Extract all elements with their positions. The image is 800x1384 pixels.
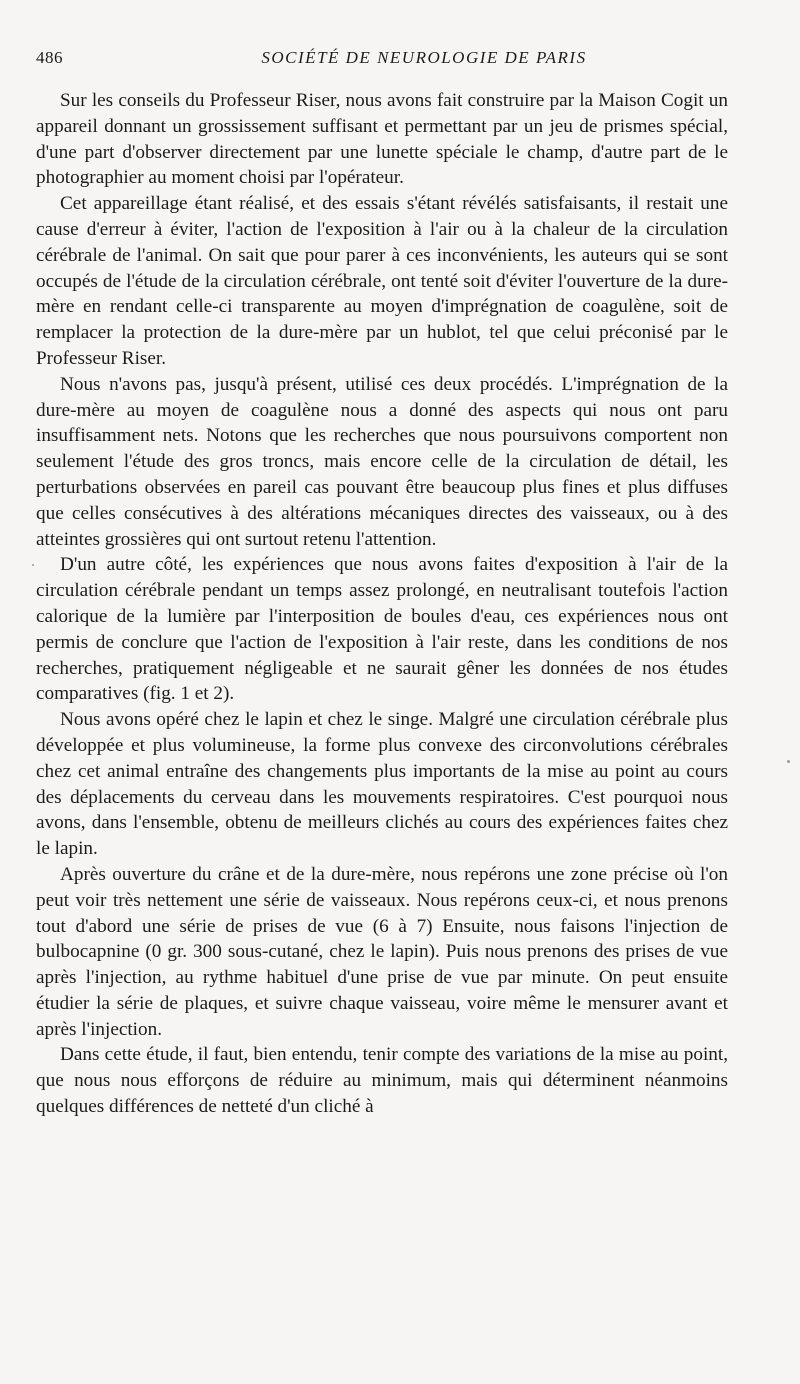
- paragraph-2: Cet appareillage étant réalisé, et des essais s'étant révélés satisfaisants, il restait une cause d'erreur à éviter, l'action de l'exposition à l'air ou à la chaleur de la circulation cérébrale de l'animal. On sait que pour parer à ces inconvénients, les auteurs qui se sont occupés de l'étude de la circulation cérébrale, ont tenté soit d'éviter l'ouverture de la dure-mère en rendant celle-ci transparente au moyen d'imprégnation de coagulène, soit de remplacer la protection de la dure-mère par un hublot, tel que celui préconisé par le Professeur Riser.: [36, 193, 728, 369]
- journal-title: SOCIÉTÉ DE NEUROLOGIE DE PARIS: [261, 48, 587, 67]
- print-speck: [32, 564, 34, 566]
- running-head: [36, 48, 764, 72]
- paragraph-5: Nous avons opéré chez le lapin et chez le singe. Malgré une circulation cérébrale plus développée et plus volumineuse, la forme plus convexe des circonvolutions cérébrales chez cet animal entraîne des changements plus importants de la mise au point au cours des déplacements du cerveau dans les mouvements respiratoires. C'est pourquoi nous avons, dans l'ensemble, obtenu de meilleurs clichés au cours des expériences faites chez le lapin.: [36, 709, 728, 860]
- page-number: 486: [36, 48, 63, 67]
- paragraph-6: Après ouverture du crâne et de la dure-mère, nous repérons une zone précise où l'on peut voir très nettement une série de vaisseaux. Nous repérons ceux-ci, et nous prenons tout d'abord une série de prises de vue (6 à 7) Ensuite, nous faisons l'injection de bulbocapnine (0 gr. 300 sous-cutané, chez le lapin). Puis nous prenons des prises de vue après l'injection, au rythme habituel d'une prise de vue par minute. On peut ensuite étudier la série de plaques, et suivre chaque vaisseau, voire même le mensurer avant et après l'injection.: [36, 863, 728, 1040]
- paragraph-7: Dans cette étude, il faut, bien entendu, tenir compte des variations de la mise au point, que nous nous efforçons de réduire au minimum, mais qui déterminent néanmoins quelques différences de netteté d'un cliché à: [36, 1044, 728, 1118]
- paragraph-1: Sur les conseils du Professeur Riser, nous avons fait construire par la Maison Cogit un appareil donnant un grossissement suffisant et permettant par un jeu de prismes spécial, d'une part d'observer directement par une lunette spéciale le champ, d'autre part de le photographier au moment choisi par l'opérateur.: [36, 90, 728, 189]
- paragraph-3: Nous n'avons pas, jusqu'à présent, utilisé ces deux procédés. L'imprégnation de la dure-mère au moyen de coagulène nous a donné des aspects qui nous ont paru insuffisamment nets. Notons que les recherches que nous poursuivons comportent non seulement l'étude des gros troncs, mais encore celle de la circulation de détail, les perturbations observées en pareil cas pouvant être beaucoup plus fines et plus diffuses que celles consécutives à des altérations mécaniques directes des vaisseaux, ou à des atteintes grossières qui ont surtout retenu l'attention.: [36, 373, 728, 550]
- print-speck: [787, 760, 790, 763]
- body-text: [36, 88, 728, 1120]
- paragraph-4: D'un autre côté, les expériences que nous avons faites d'exposition à l'air de la circulation cérébrale pendant un temps assez prolongé, en neutralisant toutefois l'action calorique de la lumière par l'interposition de boules d'eau, ces expériences nous ont permis de conclure que l'action de l'exposition à l'air reste, dans les conditions de nos recherches, pratiquement négligeable et ne saurait gêner les données de nos études comparatives (fig. 1 et 2).: [36, 554, 728, 705]
